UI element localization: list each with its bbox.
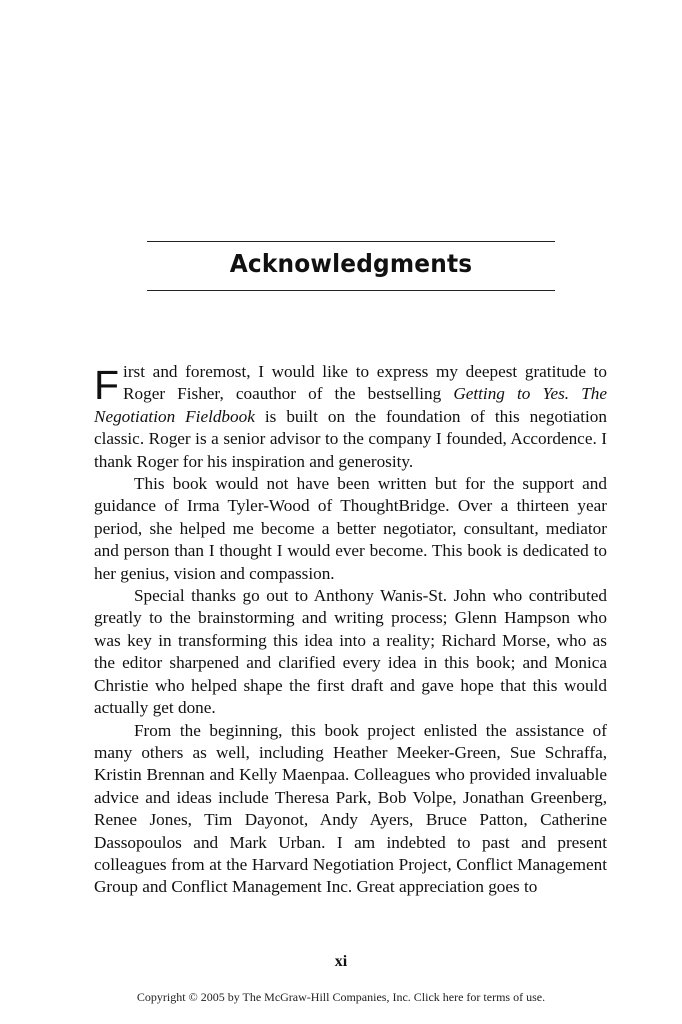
- paragraph-text: Special thanks go out to Anthony Wanis-St. John who contributed greatly to the brainstorming and writing process; Glenn Hampson who was key in transforming this idea into a reality; Richard Morse, who as the editor sharpened and clarified every idea in this book; and Monica Christie who helped shape the first draft and gave hope that this would actually get done.: [94, 586, 607, 718]
- book-title: Getting to Yes. The Negotiation Fieldbook: [94, 384, 607, 426]
- paragraph: [94, 361, 607, 473]
- heading-rule-top: [147, 241, 555, 242]
- paragraph: [94, 473, 607, 585]
- paragraph-text: irst and foremost, I would like to express my deepest gratitude to Roger Fisher, coauthor of the bestselling: [123, 362, 607, 404]
- paragraph: [94, 720, 607, 899]
- paragraph-text: is built on the foundation of this negotiation classic. Roger is a senior advisor to the company I founded, Accordence. I thank Roger for his inspiration and generosity.: [94, 406, 607, 471]
- copyright-text: Copyright © 2005 by The McGraw-Hill Companies, Inc.: [136, 990, 411, 1004]
- paragraph: [94, 585, 607, 719]
- body-text: [94, 361, 607, 899]
- page-number: xi: [334, 953, 348, 970]
- drop-cap: F: [94, 362, 120, 408]
- heading-rule-bottom: [147, 290, 555, 291]
- paragraph-text: This book would not have been written but for the support and guidance of Irma Tyler-Wood of ThoughtBridge. Over a thirteen year period, she helped me become a better negotiator, consultant, mediator and person than I thought I would ever become. This book is dedicated to her genius, vision and compassion.: [94, 474, 607, 583]
- paragraph-text: From the beginning, this book project enlisted the assistance of many others as well, including Heather Meeker-Green, Sue Schraffa, Kristin Brennan and Kelly Maenpaa. Colleagues who provided invaluable advice and ideas include Theresa Park, Bob Volpe, Jonathan Greenberg, Renee Jones, Tim Dayonot, Andy Ayers, Bruce Patton, Catherine Dassopoulos and Mark Urban. I am indebted to past and present colleagues from at the Harvard Negotiation Project, Conflict Management Group and Conflict Management Inc. Great appreciation goes to: [94, 720, 607, 897]
- copyright-notice: [0, 990, 682, 1005]
- terms-of-use-link[interactable]: Click here for terms of use.: [413, 990, 546, 1004]
- page-title: Acknowledgments: [229, 249, 473, 278]
